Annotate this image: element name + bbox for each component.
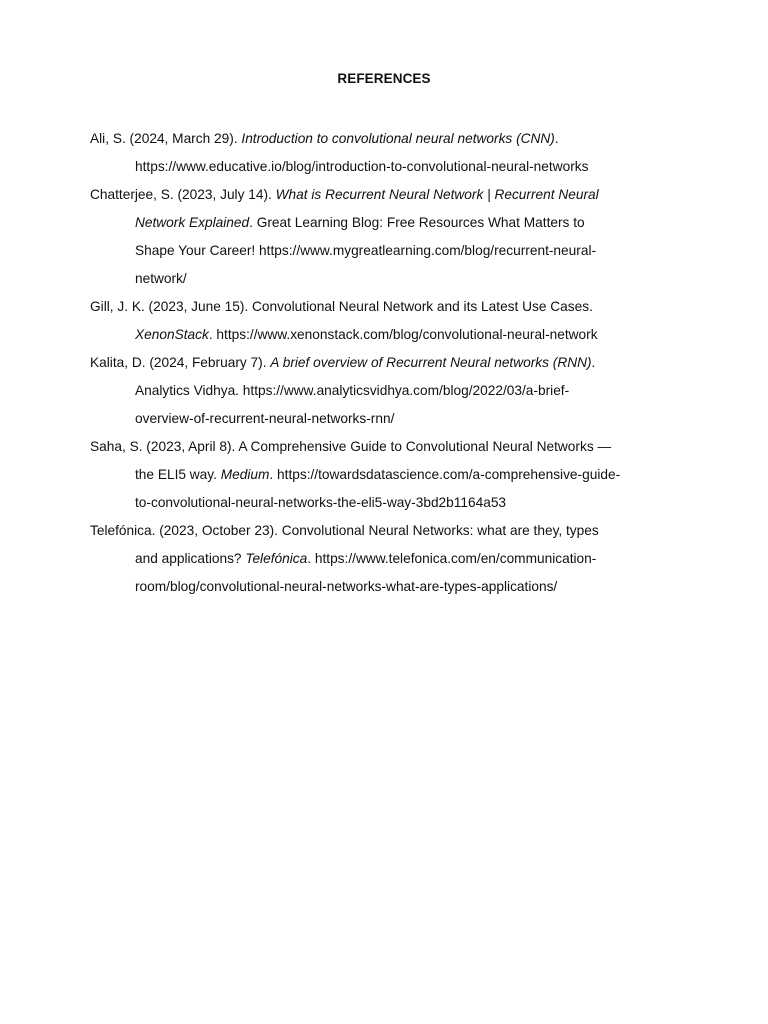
reference-line	[90, 237, 690, 265]
reference-line	[90, 321, 690, 349]
reference-text: Analytics Vidhya. https://www.analyticsvidhya.com/blog/2022/03/a-brief-	[135, 383, 570, 398]
reference-text: to-convolutional-neural-networks-the-eli5-way-3bd2b1164a53	[135, 495, 507, 510]
reference-line	[90, 489, 690, 517]
reference-text: Ali, S. (2024, March 29).	[90, 131, 242, 146]
reference-line	[90, 153, 690, 181]
reference-italic-text: Network Explained	[135, 215, 250, 230]
reference-line	[90, 405, 690, 433]
reference-italic-text: Telefónica	[245, 551, 308, 566]
reference-text: the ELI5 way.	[135, 467, 221, 482]
reference-line	[90, 517, 690, 545]
reference-text: . https://www.xenonstack.com/blog/convolutional-neural-network	[208, 327, 598, 342]
reference-text: . Great Learning Blog: Free Resources What Matters to	[249, 215, 585, 230]
reference-text: Telefónica. (2023, October 23). Convolutional Neural Networks: what are they, types	[90, 523, 599, 538]
reference-line	[90, 573, 690, 601]
reference-text: Gill, J. K. (2023, June 15). Convolutional Neural Network and its Latest Use Cases.	[90, 299, 593, 314]
reference-line	[90, 125, 690, 153]
reference-text: room/blog/convolutional-neural-networks-what-are-types-applications/	[135, 579, 558, 594]
reference-line	[90, 265, 690, 293]
reference-text: network/	[135, 271, 187, 286]
reference-line	[90, 209, 690, 237]
reference-entry	[90, 433, 690, 517]
reference-text: https://www.educative.io/blog/introduction-to-convolutional-neural-networks	[135, 159, 589, 174]
reference-line	[90, 181, 690, 209]
reference-text: . https://www.telefonica.com/en/communication-	[307, 551, 597, 566]
reference-line	[90, 545, 690, 573]
reference-text: . https://towardsdatascience.com/a-comprehensive-guide-	[269, 467, 621, 482]
reference-line	[90, 349, 690, 377]
reference-line	[90, 461, 690, 489]
reference-line	[90, 433, 690, 461]
reference-line	[90, 293, 690, 321]
reference-text: overview-of-recurrent-neural-networks-rnn/	[135, 411, 395, 426]
reference-italic-text: What is Recurrent Neural Network | Recurrent Neural	[275, 187, 599, 202]
reference-entry	[90, 293, 690, 349]
reference-entry	[90, 349, 690, 433]
reference-entry	[90, 125, 690, 181]
references-heading: REFERENCES	[337, 71, 431, 86]
reference-entry	[90, 517, 690, 601]
reference-italic-text: Medium	[220, 467, 270, 482]
reference-text: Shape Your Career! https://www.mygreatlearning.com/blog/recurrent-neural-	[135, 243, 597, 258]
reference-italic-text: XenonStack	[135, 327, 209, 342]
reference-text: Chatterjee, S. (2023, July 14).	[90, 187, 276, 202]
reference-list	[90, 125, 690, 601]
reference-text: Saha, S. (2023, April 8). A Comprehensive Guide to Convolutional Neural Networks —	[90, 439, 612, 454]
reference-text: .	[554, 131, 559, 146]
reference-text: Kalita, D. (2024, February 7).	[90, 355, 271, 370]
reference-text: and applications?	[135, 551, 246, 566]
reference-entry	[90, 181, 690, 293]
reference-italic-text: A brief overview of Recurrent Neural networks (RNN)	[270, 355, 592, 370]
reference-line	[90, 377, 690, 405]
reference-italic-text: Introduction to convolutional neural networks (CNN)	[241, 131, 555, 146]
reference-text: .	[591, 355, 596, 370]
